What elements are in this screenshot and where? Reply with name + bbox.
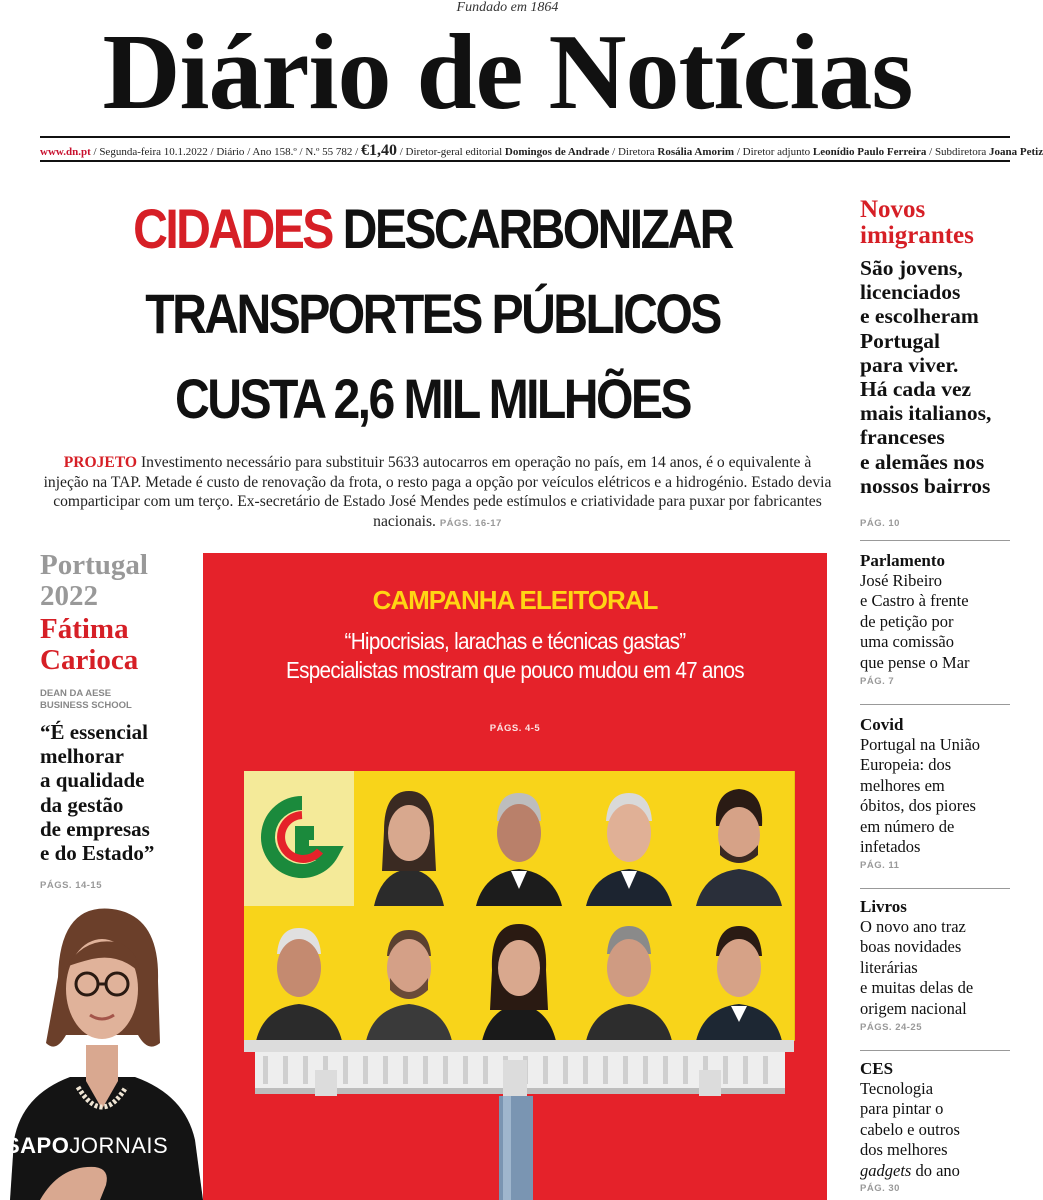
party-logo-cell [244,771,355,906]
title-line: Novos [860,196,926,223]
body-line: José Ribeiro [860,571,943,590]
party-logo-icon [244,771,354,906]
interviewee-role [40,688,200,712]
quote-line: a qualidade [40,768,145,793]
parlamento-teaser[interactable] [860,551,1015,687]
quote-line: da gestão [40,792,124,817]
title-line: imigrantes [860,222,974,249]
body-line: uma comissão [860,632,954,652]
campaign-subtitle [234,627,796,685]
body-line: cabelo e outros [860,1119,960,1139]
body-line: Portugal na União [860,735,981,754]
livros-teaser[interactable] [860,897,1015,1033]
body-line [860,1161,1015,1181]
body-line: franceses [860,425,945,450]
interviewee-name [40,614,200,676]
candidate-portrait [354,906,465,1041]
candidate-portrait [354,771,465,906]
ces-title: CES [860,1059,894,1078]
covid-title: Covid [860,715,904,734]
body-line: mais italianos, [860,401,992,426]
info-bar: www.dn.pt / Segunda-feira 10.1.2022 / Diário / Ano 158.º / N.º 55 782 / €1,40 / Diretor-geral editorial Domingos de Andrade / Diretora Rosália Amorim / Diretor adjunto Leonídio Paulo Ferreira / Subdiretora Joana Petiz [40,142,1043,159]
quote-line: de empresas [40,816,150,841]
deputy-name: Leonídio Paulo Ferreira [812,146,927,158]
name-line: Fátima [40,613,129,645]
watermark-bold: SAPO [5,1133,70,1158]
quote-line: “É essencial [40,720,148,744]
site-url[interactable]: www.dn.pt [40,146,91,158]
billboard [244,771,794,1041]
subtitle-line: “Hipocrisias, larachas e técnicas gastas” [344,628,686,654]
body-line: e Castro à frente [860,591,969,611]
body-line: infetados [860,837,921,857]
parlamento-body [860,571,1015,673]
masthead-rule-bottom [40,160,1010,162]
body-line: O novo ano traz [860,917,966,936]
body-line: Portugal [860,328,941,353]
headline-line-3: CUSTA 2,6 MIL MILHÕES [175,367,690,430]
parlamento-pages: PÁG. 7 [860,676,895,688]
ces-pages: PÁG. 30 [860,1183,900,1195]
sapo-jornais-watermark [5,1133,168,1159]
deputy-label: Diretor adjunto [742,146,811,158]
divider [860,540,1010,541]
director-general-name: Domingos de Andrade [504,146,610,158]
role-line: DEAN DA AESE [40,688,112,699]
body-line: Europeia: dos [860,755,952,775]
candidate-portrait [244,906,355,1041]
body-line: melhores em [860,775,945,795]
headline-line-1-rest: DESCARBONIZAR [342,197,732,260]
quote-line: melhorar [40,744,124,769]
candidate-portrait [574,906,685,1041]
livros-pages: PÁGS. 24-25 [860,1022,922,1034]
lede-paragraph [40,453,835,533]
body-line: Tecnologia [860,1079,934,1098]
title-line: Portugal [40,549,148,581]
body-line: e muitas delas de [860,978,974,998]
livros-body [860,917,1015,1019]
issue-number: N.º 55 782 [305,146,353,158]
ces-teaser[interactable] [860,1059,1015,1194]
director-general-label: Diretor-geral editorial [405,146,503,158]
quote-line: e do Estado” [40,841,155,866]
body-line: literárias [860,957,918,977]
novos-imigrantes-title[interactable] [860,197,1015,249]
masthead-title: Diário de Notícias [102,13,913,132]
ces-body [860,1079,1015,1181]
headline-accent: CIDADES [133,197,332,260]
title-line: 2022 [40,580,98,612]
candidate-portrait [464,906,575,1041]
body-line: nossos bairros [860,473,991,498]
candidate-portrait [684,906,795,1041]
interview-quote [40,720,200,865]
lede-text: Investimento necessário para substituir 5633 autocarros em operação no país, em 14 anos, é o equivalente à injeção na TAP. Metade é custo de renovação da frota, o resto paga a opção por veículos elétricos e a hidrogénio. Estado devia comparticipar com um terço. Ex-secretário de Estado José Mendes pede estímulos e criatividade para puxar por fabricantes nacionais. [43,454,832,530]
watermark-rest: JORNAIS [69,1133,169,1158]
body-line: para pintar o [860,1099,944,1119]
parlamento-title: Parlamento [860,551,945,570]
issue-year: Ano 158.º [252,146,297,158]
novos-imigrantes-body [860,256,1015,498]
body-line-rest: do ano [911,1160,960,1180]
headline-line-1 [95,186,770,271]
subtitle-line: Especialistas mostram que pouco mudou em 47 anos [286,657,744,683]
lede-pages: PÁGS. 16-17 [439,517,502,529]
covid-teaser[interactable] [860,715,1015,871]
name-line: Carioca [40,644,139,676]
body-line: de petição por [860,611,954,631]
director-label: Diretora [617,146,655,158]
lede-kicker: PROJETO [63,454,138,471]
issue-date: Segunda-feira 10.1.2022 [99,146,208,158]
body-line: origem nacional [860,998,967,1018]
body-line: boas novidades [860,937,962,957]
divider [860,888,1010,889]
main-headline[interactable] [95,186,770,441]
divider [860,1050,1010,1051]
candidate-portrait [574,771,685,906]
body-line: que pense o Mar [860,652,970,672]
candidate-portrait [684,771,795,906]
role-line: BUSINESS SCHOOL [40,700,132,711]
campaign-title: CAMPANHA ELEITORAL [372,585,658,615]
covid-body [860,735,1015,857]
candidate-portrait [464,771,575,906]
billboard-stand [203,1040,827,1200]
livros-title: Livros [860,897,907,916]
issue-price: €1,40 [360,142,397,159]
director-name: Rosália Amorim [657,146,735,158]
body-line: São jovens, [860,256,963,280]
headline-line-2: TRANSPORTES PÚBLICOS [145,282,720,345]
subdirector-name: Joana Petiz [989,146,1043,158]
novos-imigrantes-pages: PÁG. 10 [860,518,900,529]
divider [860,704,1010,705]
body-line: em número de [860,816,955,836]
interview-pages: PÁGS. 14-15 [40,880,102,891]
body-line: para viver. [860,352,959,377]
body-line: Há cada vez [860,377,972,402]
founded-line: Fundado em 1864 [456,0,559,15]
subdirector-label: Subdiretora [934,146,987,158]
campaign-pages: PÁGS. 4-5 [489,723,541,734]
covid-pages: PÁG. 11 [860,860,900,872]
body-line: dos melhores [860,1140,948,1160]
body-emphasis: gadgets [860,1160,912,1180]
masthead-rule-top [40,136,1010,138]
body-line: e alemães nos [860,449,985,474]
body-line: e escolheram [860,304,979,329]
issue-frequency: Diário [216,146,245,158]
body-line: óbitos, dos piores [860,796,976,816]
body-line: licenciados [860,280,961,305]
portugal-2022-title[interactable] [40,550,200,612]
